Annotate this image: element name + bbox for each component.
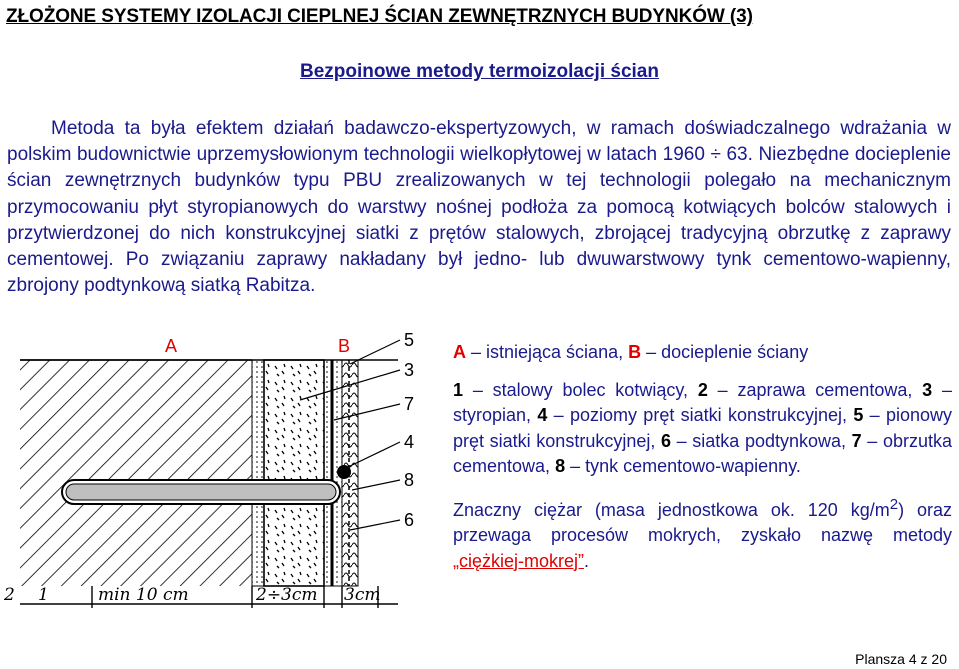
existing-wall bbox=[20, 360, 252, 586]
callout-3: 3 bbox=[404, 360, 415, 380]
intro-text: Metoda ta była efektem działań badawczo-ekspertyzowych, w ramach doświadczalnego wdrażania w polskim budownictwie uprzemysłowionym technologii wielkopłytowej w latach 1960 ÷ 63. Niezbędne docieplenie ścian zewnętrznych budynków typu PBU zrealizowanych w tej technologii polegało na mechanicznym przymocowaniu płyt styropianowych do warstwy nośnej podłoża za pomocą kotwiących bolców stalowych i przytwierdzonej do nich konstrukcyjnej siatki z prętów stalowych, zbrojącej tradycyjną obrzutkę z zaprawy cementowej. Po związaniu zaprawy nakładany był jedno- lub dwuwarstwowy tynk cementowo-wapienny, zbrojony podtynkową siatką Rabitza. bbox=[7, 118, 951, 297]
page-title: ZŁOŻONE SYSTEMY IZOLACJI CIEPLNEJ ŚCIAN ZEWNĘTRZNYCH BUDYNKÓW (3) bbox=[6, 6, 753, 27]
page-number: Plansza 4 z 20 bbox=[855, 651, 947, 667]
callout-6: 6 bbox=[404, 510, 415, 530]
page-subtitle: Bezpoinowe metody termoizolacji ścian bbox=[300, 61, 659, 82]
legend-items: 1 – stalowy bolec kotwiący, 2 – zaprawa cementowa, 3 – styropian, 4 – poziomy pręt siatki konstrukcyjnej, 5 – pionowy pręt siatki konstrukcyjnej, 6 – siatka podtynkowa, 7 – obrzutka cementowa, 8 – tynk cementowo-wapienny. bbox=[453, 379, 952, 476]
callout-5: 5 bbox=[404, 330, 415, 350]
intro-paragraph bbox=[7, 116, 951, 299]
callout-8: 8 bbox=[404, 470, 415, 490]
dimension-min: min 10 cm bbox=[98, 585, 189, 605]
callout-4: 4 bbox=[404, 432, 415, 452]
legend-note: Znaczny ciężar (masa jednostkowa ok. 120 $kg/m^2$) oraz przewaga procesów mokrych, zyskało nazwę metody „ciężkiej-mokrej”. bbox=[453, 495, 952, 571]
bottom-number-1: 1 bbox=[38, 585, 49, 605]
label-a: A bbox=[165, 336, 178, 356]
legend bbox=[453, 340, 952, 574]
legend-ab: A – istniejąca ściana, B – docieplenie ściany bbox=[453, 342, 809, 362]
mortar-layer bbox=[252, 360, 264, 586]
dimension-right: 3cm bbox=[344, 585, 381, 605]
styrofoam-layer bbox=[264, 360, 324, 586]
callout-7: 7 bbox=[404, 394, 415, 414]
bottom-number-2: 2 bbox=[4, 585, 15, 605]
label-b: B bbox=[338, 336, 351, 356]
dimension-mid: 2÷3cm bbox=[256, 585, 318, 605]
wall-section-diagram bbox=[0, 330, 450, 610]
